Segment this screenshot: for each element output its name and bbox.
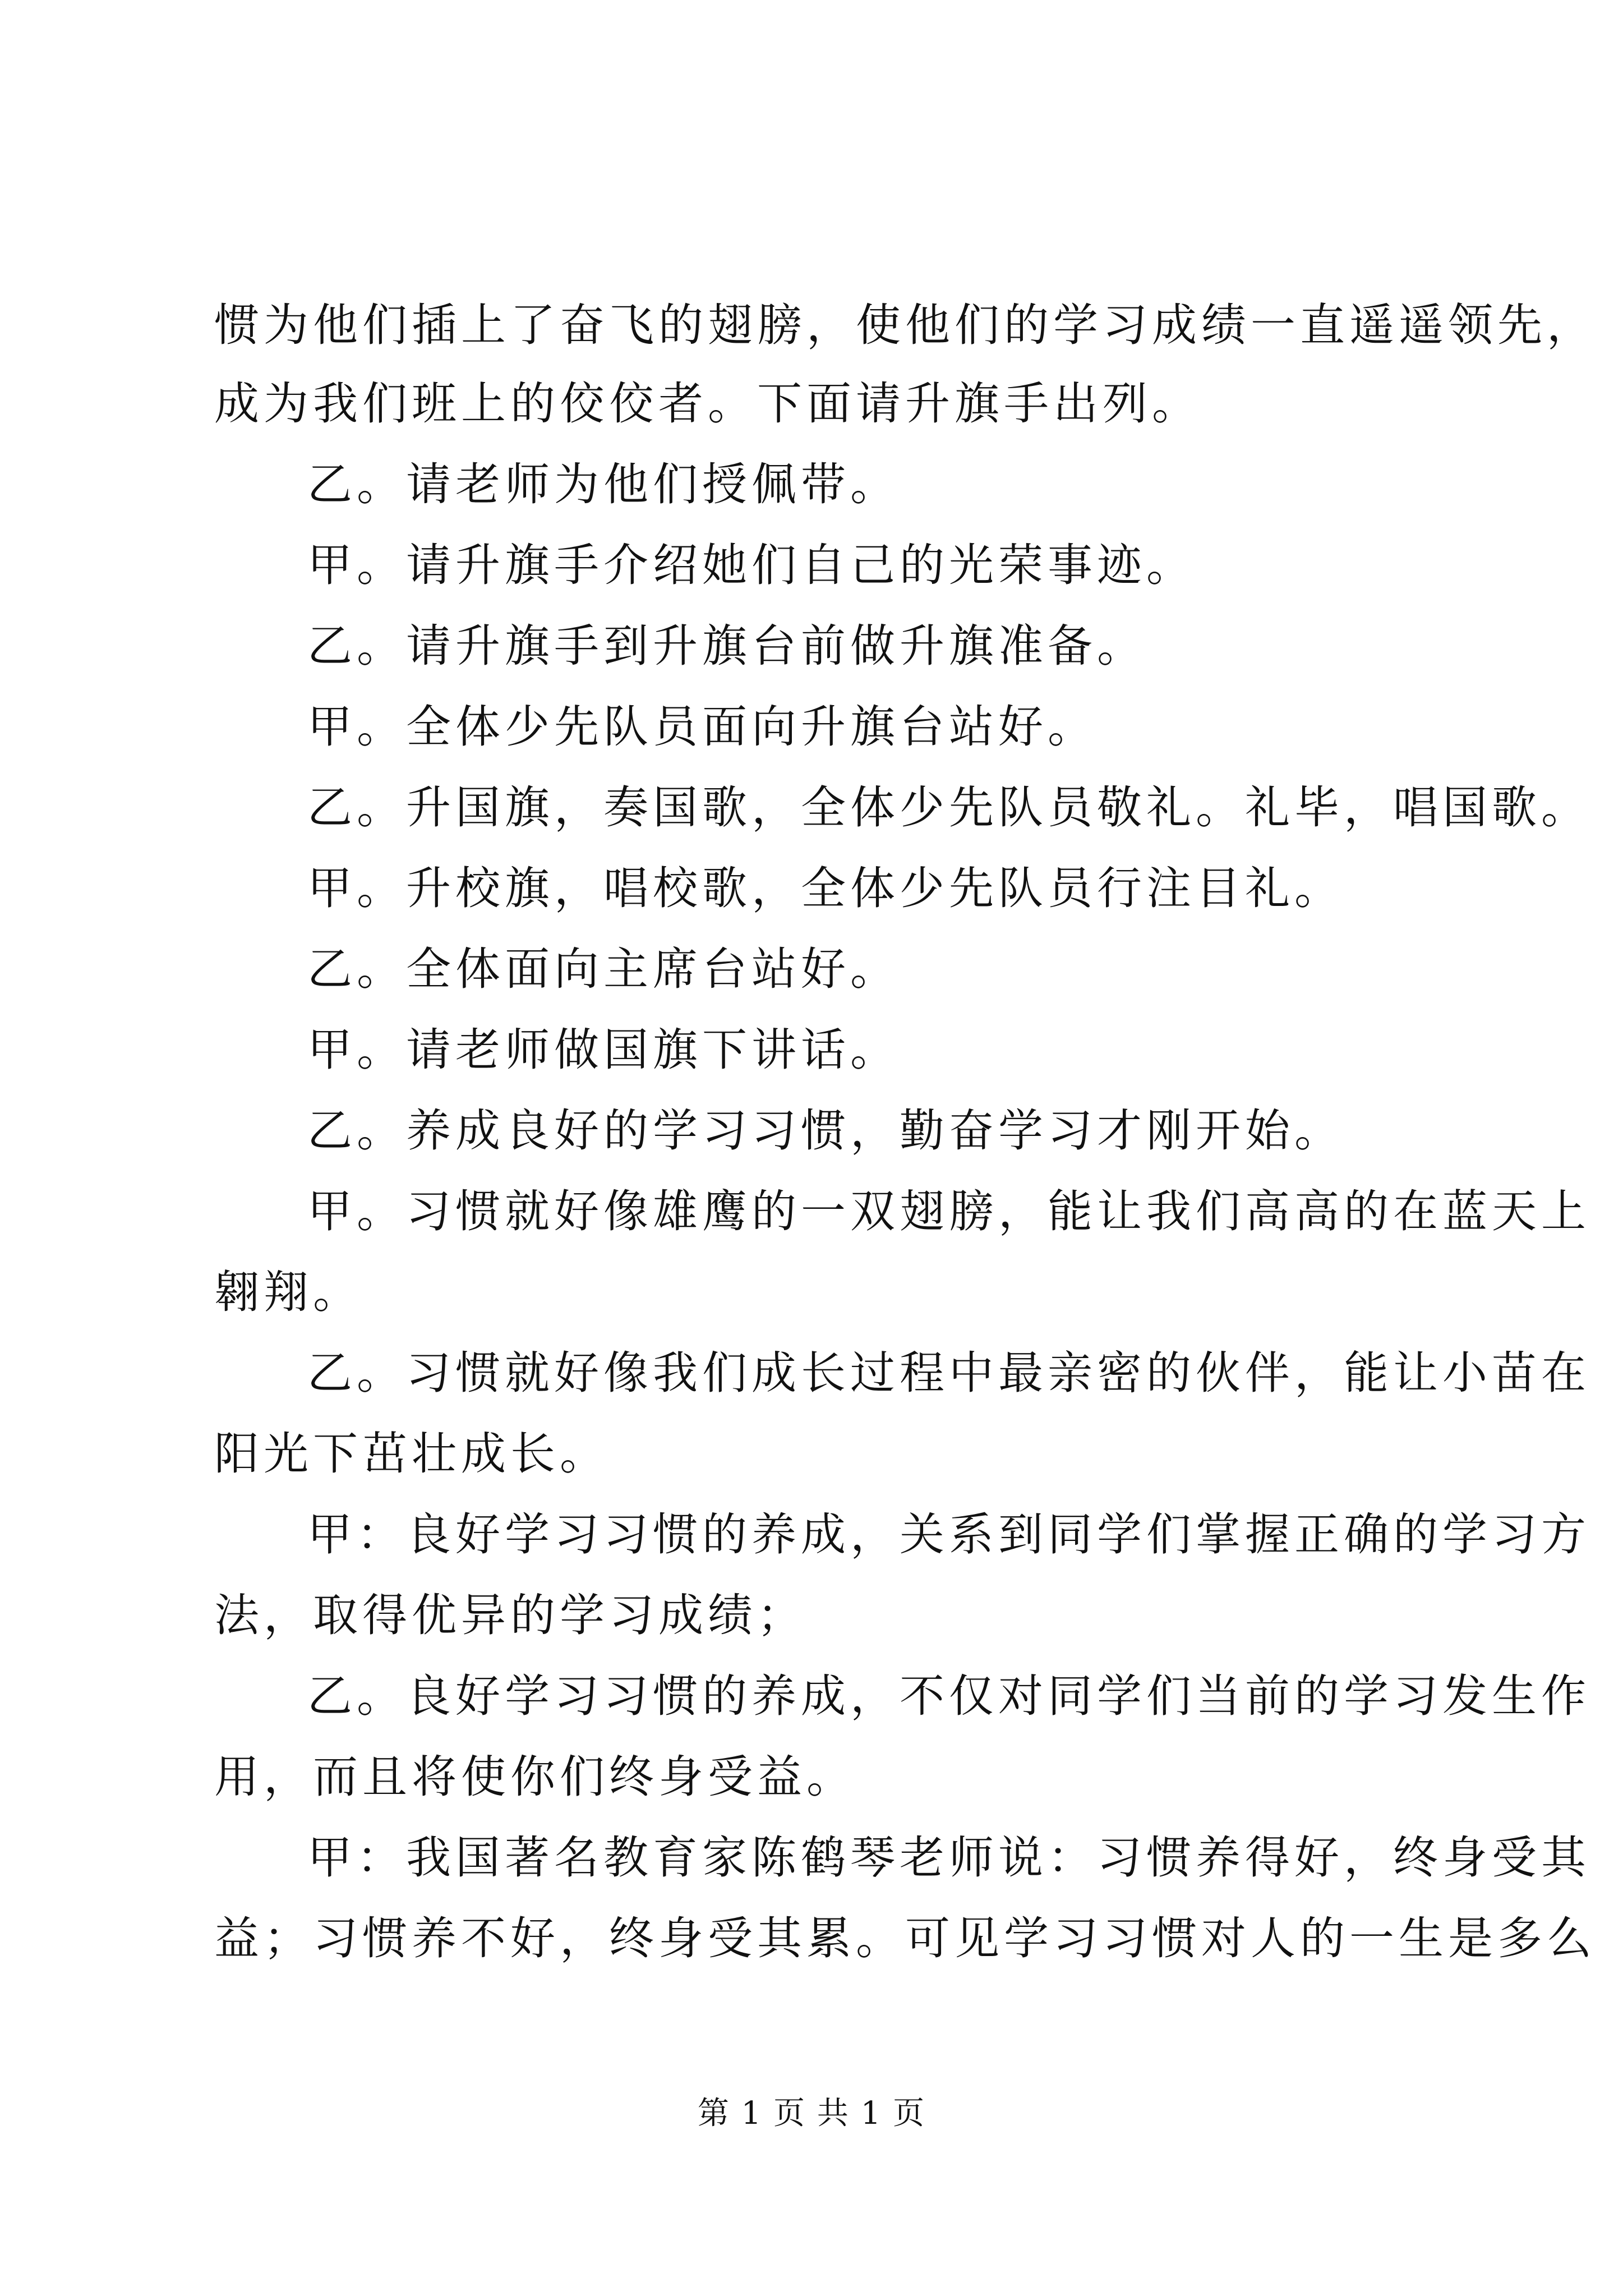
text-line: 翱翔。 — [214, 1266, 362, 1318]
page-number-footer: 第 1 页 共 1 页 — [697, 2095, 926, 2132]
text-line: 成为我们班上的佼佼者。下面请升旗手出列。 — [214, 378, 1201, 430]
text-line: 乙。升国旗，奏国歌，全体少先队员敬礼。礼毕，唱国歌。 — [307, 781, 1590, 834]
text-line: 甲。请老师做国旗下讲话。 — [307, 1024, 900, 1076]
text-line: 甲。习惯就好像雄鹰的一双翅膀，能让我们高高的在蓝天上 — [307, 1185, 1590, 1237]
text-line: 甲。升校旗，唱校歌，全体少先队员行注目礼。 — [307, 862, 1344, 914]
text-line: 乙。全体面向主席台站好。 — [307, 943, 900, 995]
text-line: 法，取得优异的学习成绩； — [214, 1589, 806, 1641]
text-line: 甲：我国著名教育家陈鹤琴老师说：习惯养得好，终身受其 — [307, 1832, 1590, 1884]
text-line: 乙。请升旗手到升旗台前做升旗准备。 — [307, 620, 1146, 672]
text-line: 用，而且将使你们终身受益。 — [214, 1751, 856, 1803]
text-line: 乙。习惯就好像我们成长过程中最亲密的伙伴，能让小苗在 — [307, 1347, 1590, 1399]
text-line: 乙。请老师为他们授佩带。 — [307, 458, 900, 510]
text-line: 乙。良好学习习惯的养成，不仅对同学们当前的学习发生作 — [307, 1670, 1590, 1722]
text-line: 甲。全体少先队员面向升旗台站好。 — [307, 701, 1097, 753]
text-line: 阳光下茁壮成长。 — [214, 1428, 609, 1480]
text-line: 益；习惯养不好，终身受其累。可见学习习惯对人的一生是多么 — [214, 1912, 1596, 1964]
text-line: 甲。请升旗手介绍她们自己的光荣事迹。 — [307, 539, 1196, 591]
text-line: 乙。养成良好的学习习惯，勤奋学习才刚开始。 — [307, 1105, 1344, 1157]
text-line: 甲：良好学习习惯的养成，关系到同学们掌握正确的学习方 — [307, 1508, 1590, 1561]
text-line: 惯为他们插上了奋飞的翅膀，使他们的学习成绩一直遥遥领先， — [214, 299, 1596, 351]
